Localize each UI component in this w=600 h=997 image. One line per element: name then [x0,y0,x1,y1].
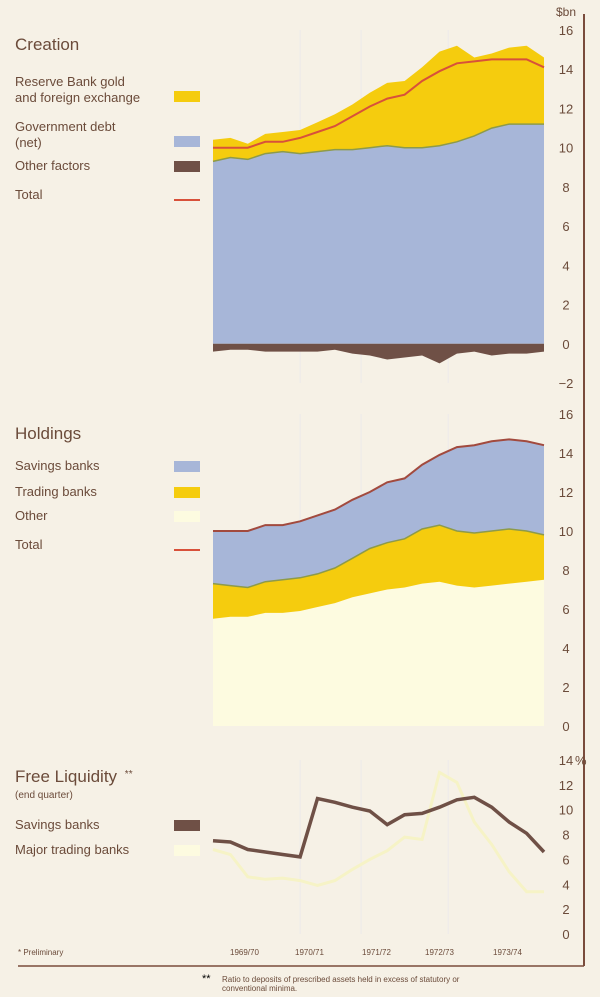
legend-swatch [174,820,200,831]
holdings-panel [15,407,573,734]
legend-swatch [174,487,200,498]
y-tick-label: 14 [558,753,574,768]
y-tick-label: 8 [562,563,570,578]
free-liquidity-subtitle: (end quarter) [15,790,73,801]
legend-label: Reserve Bank gold [15,74,125,89]
y-tick-label: 0 [562,719,570,734]
y-tick-label: 14 [558,62,574,78]
creation-title: Creation [15,35,80,54]
government-debt-area [213,124,544,344]
y-tick-label: 10 [558,524,574,539]
gridlines [300,760,448,934]
free-liquidity-panel [15,753,587,942]
y-tick-label: 4 [562,877,570,893]
y-tick-label: 10 [558,140,574,156]
y-tick-label: 14 [558,446,574,461]
preliminary-footnote: * Preliminary [18,948,64,957]
legend-label: Savings banks [15,458,100,473]
legend-swatch [174,136,200,147]
legend-swatch [174,461,200,472]
y-tick-label: 12 [558,777,574,793]
legend-swatch [174,91,200,102]
other-factors-area [213,344,544,364]
legend-label: Savings banks [15,817,100,832]
legend-label: and foreign exchange [15,90,141,105]
y-tick-label: 10 [558,802,574,818]
y-tick-label: 12 [558,101,574,117]
major-trading-banks-line [213,772,544,891]
free-liquidity-title-mark: ** [124,769,133,780]
holdings-title: Holdings [15,424,82,443]
legend-swatch [174,511,200,522]
legend-label: (net) [15,135,42,150]
y-tick-label: 0 [562,336,570,352]
legend-swatch [174,845,200,856]
legend-label: Government debt [15,119,116,134]
x-axis-labels [230,948,522,957]
y-tick-label: 12 [558,485,574,500]
legend-label: Trading banks [15,484,97,499]
legend-swatch [174,161,200,172]
footnote-line-1: Ratio to deposits of prescribed assets held in excess of statutory or [222,975,460,984]
x-tick-label: 1973/74 [493,948,522,957]
legend-label: Other factors [15,158,91,173]
y-tick-label: 6 [562,852,570,868]
y-tick-label: 6 [562,602,570,617]
y-tick-label: −2 [558,376,574,391]
footnote-stars: ** [202,973,211,985]
y-tick-label: 4 [562,641,570,656]
y-tick-label: 16 [558,23,574,38]
footnote-line-2: conventional minima. [222,984,298,993]
free-liquidity-title-line [15,767,133,786]
legend-label: Other [15,508,48,523]
y-tick-label: 4 [562,258,570,274]
x-tick-label: 1970/71 [295,948,324,957]
free-liquidity-ylabel: % [575,753,587,768]
legend-label: Total [15,187,43,202]
x-tick-label: 1969/70 [230,948,259,957]
y-tick-label: 6 [562,219,570,235]
creation-panel [15,5,576,391]
creation-ylabel: $bn [556,5,577,19]
y-tick-label: 2 [562,297,570,313]
legend-label: Total [15,537,43,552]
y-tick-label: 2 [562,680,570,695]
legend-label: Major trading banks [15,842,130,857]
free-liquidity-title: Free Liquidity [15,767,118,786]
x-tick-label: 1971/72 [362,948,391,957]
y-tick-label: 16 [558,407,574,422]
y-tick-label: 2 [562,902,570,918]
y-tick-label: 8 [562,827,570,843]
y-tick-label: 8 [562,179,570,195]
y-tick-label: 0 [562,927,570,942]
x-tick-label: 1972/73 [425,948,454,957]
